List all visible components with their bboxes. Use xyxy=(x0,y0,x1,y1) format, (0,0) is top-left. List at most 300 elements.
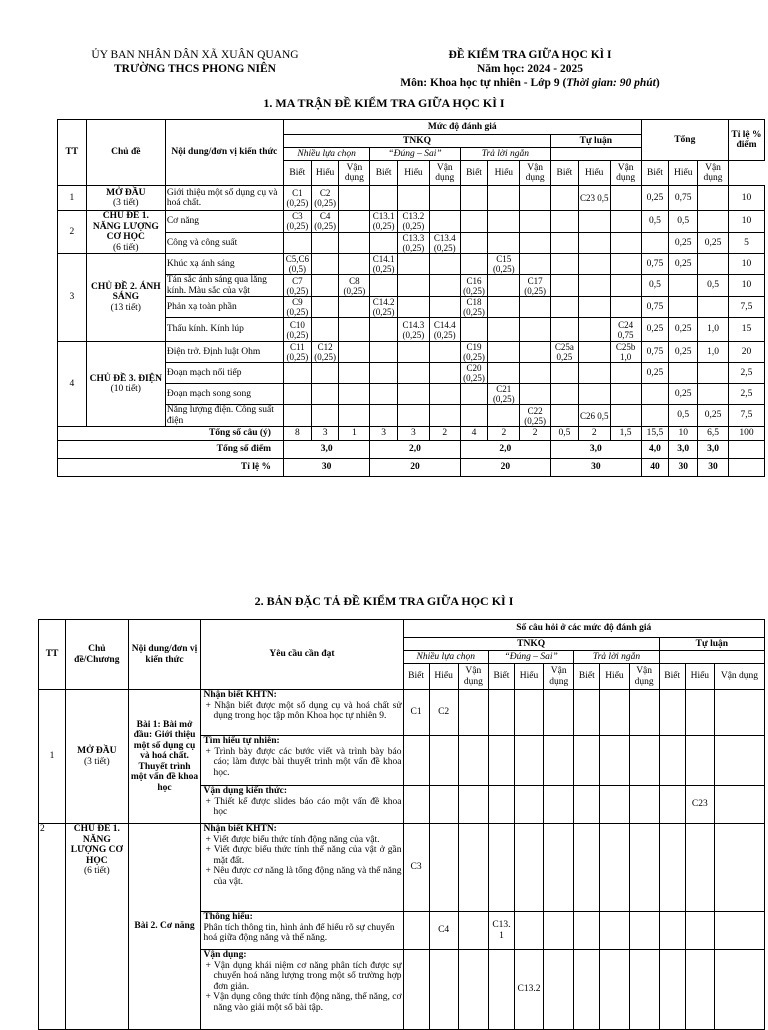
matrix-cell xyxy=(520,318,551,342)
matrix-cell: C13.1 (0,25) xyxy=(370,211,398,233)
matrix-cell xyxy=(488,297,520,318)
col-level: Vận dụng xyxy=(429,161,460,186)
matrix-cell xyxy=(610,211,641,233)
col-tt: TT xyxy=(58,120,87,186)
matrix-cell xyxy=(398,186,430,211)
spec-col-level: Hiểu xyxy=(600,664,629,690)
matrix-cell: 10 xyxy=(728,211,764,233)
matrix-cell: C26 0,5 xyxy=(578,405,610,427)
col-level: Biết xyxy=(641,161,669,186)
spec-cell: C13. 1 xyxy=(488,912,514,950)
section1-title: 1. MA TRẬN ĐỀ KIỂM TRA GIỮA HỌC KÌ I xyxy=(263,96,505,110)
matrix-cell xyxy=(520,186,551,211)
matrix-cell xyxy=(578,232,610,254)
matrix-cell xyxy=(339,342,370,363)
percent-cell: 30 xyxy=(551,459,642,477)
total-questions-cell: 0,5 xyxy=(551,427,579,441)
content-cell: Cơ năng xyxy=(165,211,283,233)
matrix-cell: 0,75 xyxy=(641,342,669,363)
total-questions-cell: 6,5 xyxy=(698,427,729,441)
spec-col-level: Biết xyxy=(574,664,600,690)
matrix-cell xyxy=(339,297,370,318)
matrix-cell xyxy=(311,275,339,297)
matrix-cell xyxy=(488,318,520,342)
matrix-cell: 0,5 xyxy=(641,275,669,297)
matrix-cell xyxy=(488,275,520,297)
matrix-cell xyxy=(370,384,398,405)
matrix-cell xyxy=(460,211,488,233)
matrix-cell: 0,25 xyxy=(669,232,698,254)
specification-table xyxy=(38,619,765,1030)
matrix-cell xyxy=(610,384,641,405)
matrix-cell xyxy=(429,342,460,363)
matrix-cell: 0,25 xyxy=(641,363,669,384)
matrix-cell xyxy=(283,405,311,427)
matrix-cell xyxy=(339,232,370,254)
percent-cell: 30 xyxy=(669,459,698,477)
matrix-cell xyxy=(578,363,610,384)
matrix-cell xyxy=(398,254,430,275)
matrix-cell xyxy=(311,363,339,384)
matrix-cell: C25a 0,25 xyxy=(551,342,579,363)
spec-requirement: Tìm hiểu tự nhiên: + Trình bày được các bước viết và trình bày báo cáo; làm được bài thuyết trình một vấn đề khoa học. xyxy=(201,736,403,786)
percent-cell: 20 xyxy=(370,459,460,477)
spec-col-tln: Trả lời ngắn xyxy=(574,651,659,664)
col-nlc: Nhiều lựa chọn xyxy=(283,148,369,161)
total-points-cell xyxy=(728,441,764,459)
matrix-cell: C10 (0,25) xyxy=(283,318,311,342)
spec-col-tnkq: TNKQ xyxy=(403,638,659,651)
matrix-cell xyxy=(578,211,610,233)
matrix-cell: C14.4 (0,25) xyxy=(429,318,460,342)
group-tt: 1 xyxy=(58,186,87,211)
matrix-cell: C7 (0,25) xyxy=(283,275,311,297)
matrix-cell: C1 (0,25) xyxy=(283,186,311,211)
matrix-cell xyxy=(429,363,460,384)
matrix-cell xyxy=(339,318,370,342)
spec-requirement: Nhận biết KHTN: + Nhận biết được một số dụng cụ và hoá chất sử dụng trong học tập môn Khoa học tự nhiên 9. xyxy=(201,690,403,736)
col-dungsai: “Đúng – Sai” xyxy=(370,148,460,161)
matrix-cell xyxy=(311,232,339,254)
matrix-cell xyxy=(339,211,370,233)
matrix-cell: 0,75 xyxy=(669,186,698,211)
total-questions-cell: 3 xyxy=(311,427,339,441)
total-points-row xyxy=(58,441,765,459)
exam-time: Thời gian: 90 phút xyxy=(566,77,656,89)
matrix-cell xyxy=(398,363,430,384)
total-points-cell: 3,0 xyxy=(698,441,729,459)
matrix-cell: 0,25 xyxy=(698,232,729,254)
school-year: Năm học: 2024 - 2025 xyxy=(476,63,584,75)
matrix-cell xyxy=(370,275,398,297)
matrix-cell xyxy=(339,186,370,211)
matrix-cell xyxy=(370,342,398,363)
matrix-cell xyxy=(429,297,460,318)
total-questions-cell: 3 xyxy=(398,427,430,441)
group-name: CHỦ ĐỀ 1. NĂNG LƯỢNG CƠ HỌC (6 tiết) xyxy=(86,211,165,254)
col-level: Biết xyxy=(370,161,398,186)
spec-cell: C2 xyxy=(429,690,458,736)
spec-col-level: Vận dụng xyxy=(629,664,659,690)
matrix-cell: C21 (0,25) xyxy=(488,384,520,405)
matrix-cell xyxy=(669,275,698,297)
spec-col-nlc: Nhiều lựa chọn xyxy=(403,651,488,664)
matrix-cell xyxy=(641,405,669,427)
matrix-cell xyxy=(551,297,579,318)
total-points-cell: 2,0 xyxy=(370,441,460,459)
matrix-cell xyxy=(578,254,610,275)
matrix-cell: C13.3 (0,25) xyxy=(398,232,430,254)
col-tong: Tổng xyxy=(641,120,728,161)
matrix-cell: 0,25 xyxy=(669,384,698,405)
matrix-cell xyxy=(610,275,641,297)
matrix-cell xyxy=(460,232,488,254)
col-level: Vận dụng xyxy=(339,161,370,186)
matrix-cell xyxy=(339,363,370,384)
matrix-cell xyxy=(460,405,488,427)
matrix-cell: 0,5 xyxy=(641,211,669,233)
matrix-cell xyxy=(429,254,460,275)
total-points-cell: 2,0 xyxy=(460,441,550,459)
matrix-cell: C8 (0,25) xyxy=(339,275,370,297)
spec-noidung: Bài 1: Bài mở đầu: Giới thiệu một số dụng cụ và hoá chất. Thuyết trình một vấn đề khoa học xyxy=(128,690,201,824)
matrix-cell: C4 (0,25) xyxy=(311,211,339,233)
matrix-cell: 10 xyxy=(728,254,764,275)
matrix-cell: 0,25 xyxy=(641,318,669,342)
matrix-cell xyxy=(520,363,551,384)
matrix-cell: C9 (0,25) xyxy=(283,297,311,318)
content-cell: Phản xạ toàn phần xyxy=(165,297,283,318)
matrix-cell xyxy=(610,186,641,211)
matrix-cell xyxy=(429,186,460,211)
content-cell: Công và công suất xyxy=(165,232,283,254)
total-points-cell: 3,0 xyxy=(669,441,698,459)
matrix-cell xyxy=(460,254,488,275)
col-level: Hiểu xyxy=(398,161,430,186)
matrix-cell: C13.4 (0,25) xyxy=(429,232,460,254)
matrix-cell xyxy=(551,275,579,297)
matrix-cell xyxy=(610,297,641,318)
matrix-cell xyxy=(311,405,339,427)
spec-requirement: Nhận biết KHTN: + Viết được biểu thức tính động năng của vật. + Viết được biểu thức tính thế năng của vật ở gần mặt đất. + Nêu được cơ năng là tổng động năng và thế năng của vật. xyxy=(201,824,403,912)
group-name: MỞ ĐẦU (3 tiết) xyxy=(86,186,165,211)
matrix-cell: 15 xyxy=(728,318,764,342)
matrix-cell xyxy=(551,405,579,427)
content-cell: Giới thiệu một số dụng cụ và hoá chất. xyxy=(165,186,283,211)
total-questions-cell: 8 xyxy=(283,427,311,441)
col-level: Vận dụng xyxy=(520,161,551,186)
matrix-cell: 0,5 xyxy=(669,405,698,427)
spec-cell: C1 xyxy=(403,690,429,736)
matrix-cell: 2,5 xyxy=(728,384,764,405)
matrix-cell: C2 (0,25) xyxy=(311,186,339,211)
matrix-cell xyxy=(283,384,311,405)
section2-title: 2. BẢN ĐẶC TẢ ĐỀ KIỂM TRA GIỮA HỌC KÌ I xyxy=(254,594,514,608)
col-tuluan: Tự luận xyxy=(551,135,642,148)
spec-requirement: Thông hiểu: Phân tích thông tin, hình ảnh để hiểu rõ sự chuyển hoá giữa động năng và thế năng. xyxy=(201,912,403,950)
spec-col-level: Hiểu xyxy=(685,664,714,690)
matrix-cell xyxy=(551,318,579,342)
matrix-cell xyxy=(488,405,520,427)
matrix-table xyxy=(57,119,765,477)
content-cell: Khúc xạ ánh sáng xyxy=(165,254,283,275)
spec-col-level: Biết xyxy=(659,664,685,690)
matrix-cell xyxy=(578,384,610,405)
group-name: CHỦ ĐỀ 3. ĐIỆN (10 tiết) xyxy=(86,342,165,427)
spec-cell: C13.2 xyxy=(514,950,543,1030)
matrix-cell: 0,5 xyxy=(698,275,729,297)
matrix-cell xyxy=(370,318,398,342)
spec-cell: C3 xyxy=(403,824,429,912)
spec-cell: C23 xyxy=(685,786,714,824)
header-left xyxy=(60,48,330,76)
matrix-cell xyxy=(398,297,430,318)
matrix-cell: 20 xyxy=(728,342,764,363)
matrix-cell: C16 (0,25) xyxy=(460,275,488,297)
subject-line: Môn: Khoa học tự nhiên - Lớp 9 (Thời gian: 90 phút) xyxy=(400,77,660,89)
matrix-cell xyxy=(398,275,430,297)
matrix-cell xyxy=(610,405,641,427)
matrix-cell: 7,5 xyxy=(728,405,764,427)
spec-tt: 2 xyxy=(39,824,66,1030)
matrix-row xyxy=(58,186,765,211)
matrix-cell xyxy=(551,211,579,233)
matrix-cell: C17 (0,25) xyxy=(520,275,551,297)
matrix-cell: 0,5 xyxy=(669,211,698,233)
percent-row xyxy=(58,459,765,477)
content-cell: Đoạn mạch nối tiếp xyxy=(165,363,283,384)
matrix-cell xyxy=(370,186,398,211)
matrix-cell xyxy=(339,254,370,275)
matrix-cell xyxy=(311,297,339,318)
matrix-cell: 1,0 xyxy=(698,318,729,342)
spec-col-noidung: Nội dung/đơn vị kiến thức xyxy=(128,620,201,690)
matrix-cell xyxy=(488,342,520,363)
percent-cell: 40 xyxy=(641,459,669,477)
matrix-cell xyxy=(460,384,488,405)
matrix-cell xyxy=(698,363,729,384)
matrix-cell xyxy=(578,342,610,363)
matrix-cell: 0,25 xyxy=(669,342,698,363)
spec-requirement: Vận dụng: + Vận dụng khái niệm cơ năng phân tích được sự chuyển hoá năng lượng trong một số trường hợp đơn giản. + Vận dụng công thức tính động năng, thế năng, cơ năng vào giải một số bài tập. xyxy=(201,950,403,1030)
matrix-cell xyxy=(520,232,551,254)
total-points-cell: 3,0 xyxy=(551,441,642,459)
spec-tt: 1 xyxy=(39,690,66,824)
matrix-cell xyxy=(370,232,398,254)
matrix-cell xyxy=(669,297,698,318)
matrix-cell xyxy=(488,211,520,233)
matrix-cell xyxy=(520,254,551,275)
matrix-cell xyxy=(551,186,579,211)
col-noidung: Nội dung/đơn vị kiến thức xyxy=(165,120,283,186)
col-level: Hiểu xyxy=(488,161,520,186)
matrix-cell xyxy=(610,232,641,254)
matrix-cell xyxy=(429,384,460,405)
spec-row xyxy=(39,824,765,912)
matrix-cell: 0,75 xyxy=(641,254,669,275)
matrix-cell: C24 0,75 xyxy=(610,318,641,342)
percent-cell xyxy=(728,459,764,477)
matrix-cell: 2,5 xyxy=(728,363,764,384)
col-level: Vận dụng xyxy=(698,161,729,186)
total-questions-cell: 10 xyxy=(669,427,698,441)
committee-name: ỦY BAN NHÂN DÂN XÃ XUÂN QUANG xyxy=(91,49,299,61)
matrix-cell xyxy=(520,384,551,405)
total-questions-cell: 4 xyxy=(460,427,488,441)
header-right xyxy=(380,48,680,90)
total-questions-cell: 2 xyxy=(578,427,610,441)
matrix-cell xyxy=(551,363,579,384)
group-name: CHỦ ĐỀ 2. ÁNH SÁNG (13 tiết) xyxy=(86,254,165,342)
matrix-cell xyxy=(311,318,339,342)
spec-chude: CHỦ ĐỀ 1. NĂNG LƯỢNG CƠ HỌC (6 tiết) xyxy=(66,824,128,1030)
matrix-cell xyxy=(398,384,430,405)
matrix-cell xyxy=(398,342,430,363)
matrix-cell xyxy=(610,254,641,275)
col-mucdo: Mức độ đánh giá xyxy=(283,120,641,135)
matrix-cell: 0,25 xyxy=(641,186,669,211)
matrix-cell xyxy=(610,363,641,384)
matrix-cell xyxy=(339,405,370,427)
matrix-cell xyxy=(370,405,398,427)
matrix-cell xyxy=(339,384,370,405)
percent-label: Tỉ lệ % xyxy=(58,459,284,477)
total-questions-label: Tổng số câu (ý) xyxy=(58,427,284,441)
total-questions-cell: 2 xyxy=(488,427,520,441)
matrix-cell xyxy=(398,405,430,427)
matrix-cell xyxy=(460,318,488,342)
spec-col-level: Vận dụng xyxy=(458,664,488,690)
matrix-cell xyxy=(488,186,520,211)
content-cell: Tán sắc ánh sáng qua lăng kính. Màu sắc của vật xyxy=(165,275,283,297)
spec-chude: MỞ ĐẦU (3 tiết) xyxy=(66,690,128,824)
matrix-cell: 5 xyxy=(728,232,764,254)
col-chude: Chủ đề xyxy=(86,120,165,186)
matrix-cell xyxy=(551,232,579,254)
spec-col-level: Biết xyxy=(403,664,429,690)
matrix-cell xyxy=(283,232,311,254)
spec-col-tt: TT xyxy=(39,620,66,690)
content-cell: Năng lượng điện. Công suất điện xyxy=(165,405,283,427)
matrix-cell: C15 (0,25) xyxy=(488,254,520,275)
matrix-cell xyxy=(370,363,398,384)
total-points-cell: 4,0 xyxy=(641,441,669,459)
matrix-cell: C13.2 (0,25) xyxy=(398,211,430,233)
col-level: Hiểu xyxy=(311,161,339,186)
col-tile: Tỉ lệ % điểm xyxy=(728,120,764,161)
content-cell: Đoạn mạch song song xyxy=(165,384,283,405)
matrix-cell xyxy=(669,363,698,384)
matrix-cell: C19 (0,25) xyxy=(460,342,488,363)
col-level: Vận dụng xyxy=(610,161,641,186)
matrix-cell: C20 (0,25) xyxy=(460,363,488,384)
matrix-cell xyxy=(429,211,460,233)
matrix-cell: C14.3 (0,25) xyxy=(398,318,430,342)
matrix-cell: 10 xyxy=(728,186,764,211)
matrix-cell: C11 (0,25) xyxy=(283,342,311,363)
matrix-cell xyxy=(311,254,339,275)
total-points-cell: 3,0 xyxy=(283,441,369,459)
matrix-cell xyxy=(551,384,579,405)
matrix-cell xyxy=(698,211,729,233)
spec-col-yeucau: Yêu cầu cần đạt xyxy=(201,620,403,690)
matrix-cell: 7,5 xyxy=(728,297,764,318)
spec-col-level: Hiểu xyxy=(514,664,543,690)
matrix-cell: C14.2 (0,25) xyxy=(370,297,398,318)
matrix-row xyxy=(58,342,765,363)
total-questions-cell: 2 xyxy=(429,427,460,441)
matrix-cell: 0,25 xyxy=(669,254,698,275)
matrix-cell xyxy=(488,363,520,384)
matrix-cell xyxy=(641,232,669,254)
matrix-cell: C18 (0,25) xyxy=(460,297,488,318)
spec-row xyxy=(39,690,765,736)
matrix-cell xyxy=(311,384,339,405)
matrix-cell xyxy=(578,318,610,342)
col-level: Biết xyxy=(283,161,311,186)
content-cell: Thấu kính. Kính lúp xyxy=(165,318,283,342)
spec-col-chude: Chủ đề/Chương xyxy=(66,620,128,690)
col-tln: Trả lời ngắn xyxy=(460,148,550,161)
total-questions-cell: 15,5 xyxy=(641,427,669,441)
percent-cell: 30 xyxy=(698,459,729,477)
content-cell: Điện trở. Định luật Ohm xyxy=(165,342,283,363)
matrix-cell xyxy=(551,254,579,275)
matrix-cell: C14.1 (0,25) xyxy=(370,254,398,275)
percent-cell: 30 xyxy=(283,459,369,477)
col-level: Hiểu xyxy=(578,161,610,186)
spec-noidung: Bài 2. Cơ năng xyxy=(128,824,201,1030)
matrix-cell: 0,25 xyxy=(669,318,698,342)
matrix-cell xyxy=(578,297,610,318)
matrix-cell: 0,75 xyxy=(641,297,669,318)
matrix-cell: C5,C6 (0,5) xyxy=(283,254,311,275)
school-name: TRƯỜNG THCS PHONG NIÊN xyxy=(114,63,276,75)
spec-col-dungsai: “Đúng – Sai” xyxy=(488,651,573,664)
matrix-cell xyxy=(283,363,311,384)
percent-cell: 20 xyxy=(460,459,550,477)
total-questions-cell: 3 xyxy=(370,427,398,441)
spec-cell: C4 xyxy=(429,912,458,950)
matrix-cell xyxy=(429,275,460,297)
matrix-cell xyxy=(698,384,729,405)
matrix-cell: C3 (0,25) xyxy=(283,211,311,233)
matrix-cell xyxy=(520,211,551,233)
matrix-cell xyxy=(698,297,729,318)
exam-title: ĐỀ KIỂM TRA GIỮA HỌC KÌ I xyxy=(448,49,612,61)
col-level: Biết xyxy=(460,161,488,186)
matrix-cell xyxy=(520,342,551,363)
total-questions-row xyxy=(58,427,765,441)
group-tt: 2 xyxy=(58,211,87,254)
matrix-cell xyxy=(429,405,460,427)
spec-col-level: Vận dụng xyxy=(714,664,764,690)
matrix-cell xyxy=(578,275,610,297)
matrix-cell: 0,25 xyxy=(698,405,729,427)
spec-col-level: Vận dụng xyxy=(544,664,574,690)
spec-col-tuluan: Tự luận xyxy=(659,638,764,651)
spec-col-level: Hiểu xyxy=(429,664,458,690)
matrix-cell xyxy=(641,384,669,405)
matrix-cell: C12 (0,25) xyxy=(311,342,339,363)
matrix-cell: C22 (0,25) xyxy=(520,405,551,427)
spec-requirement: Vận dụng kiến thức: + Thiết kế được slides báo cáo một vấn đề khoa học xyxy=(201,786,403,824)
matrix-cell: 10 xyxy=(728,275,764,297)
col-tnkq: TNKQ xyxy=(283,135,550,148)
total-questions-cell: 1 xyxy=(339,427,370,441)
total-questions-cell: 2 xyxy=(520,427,551,441)
matrix-cell: C23 0,5 xyxy=(578,186,610,211)
